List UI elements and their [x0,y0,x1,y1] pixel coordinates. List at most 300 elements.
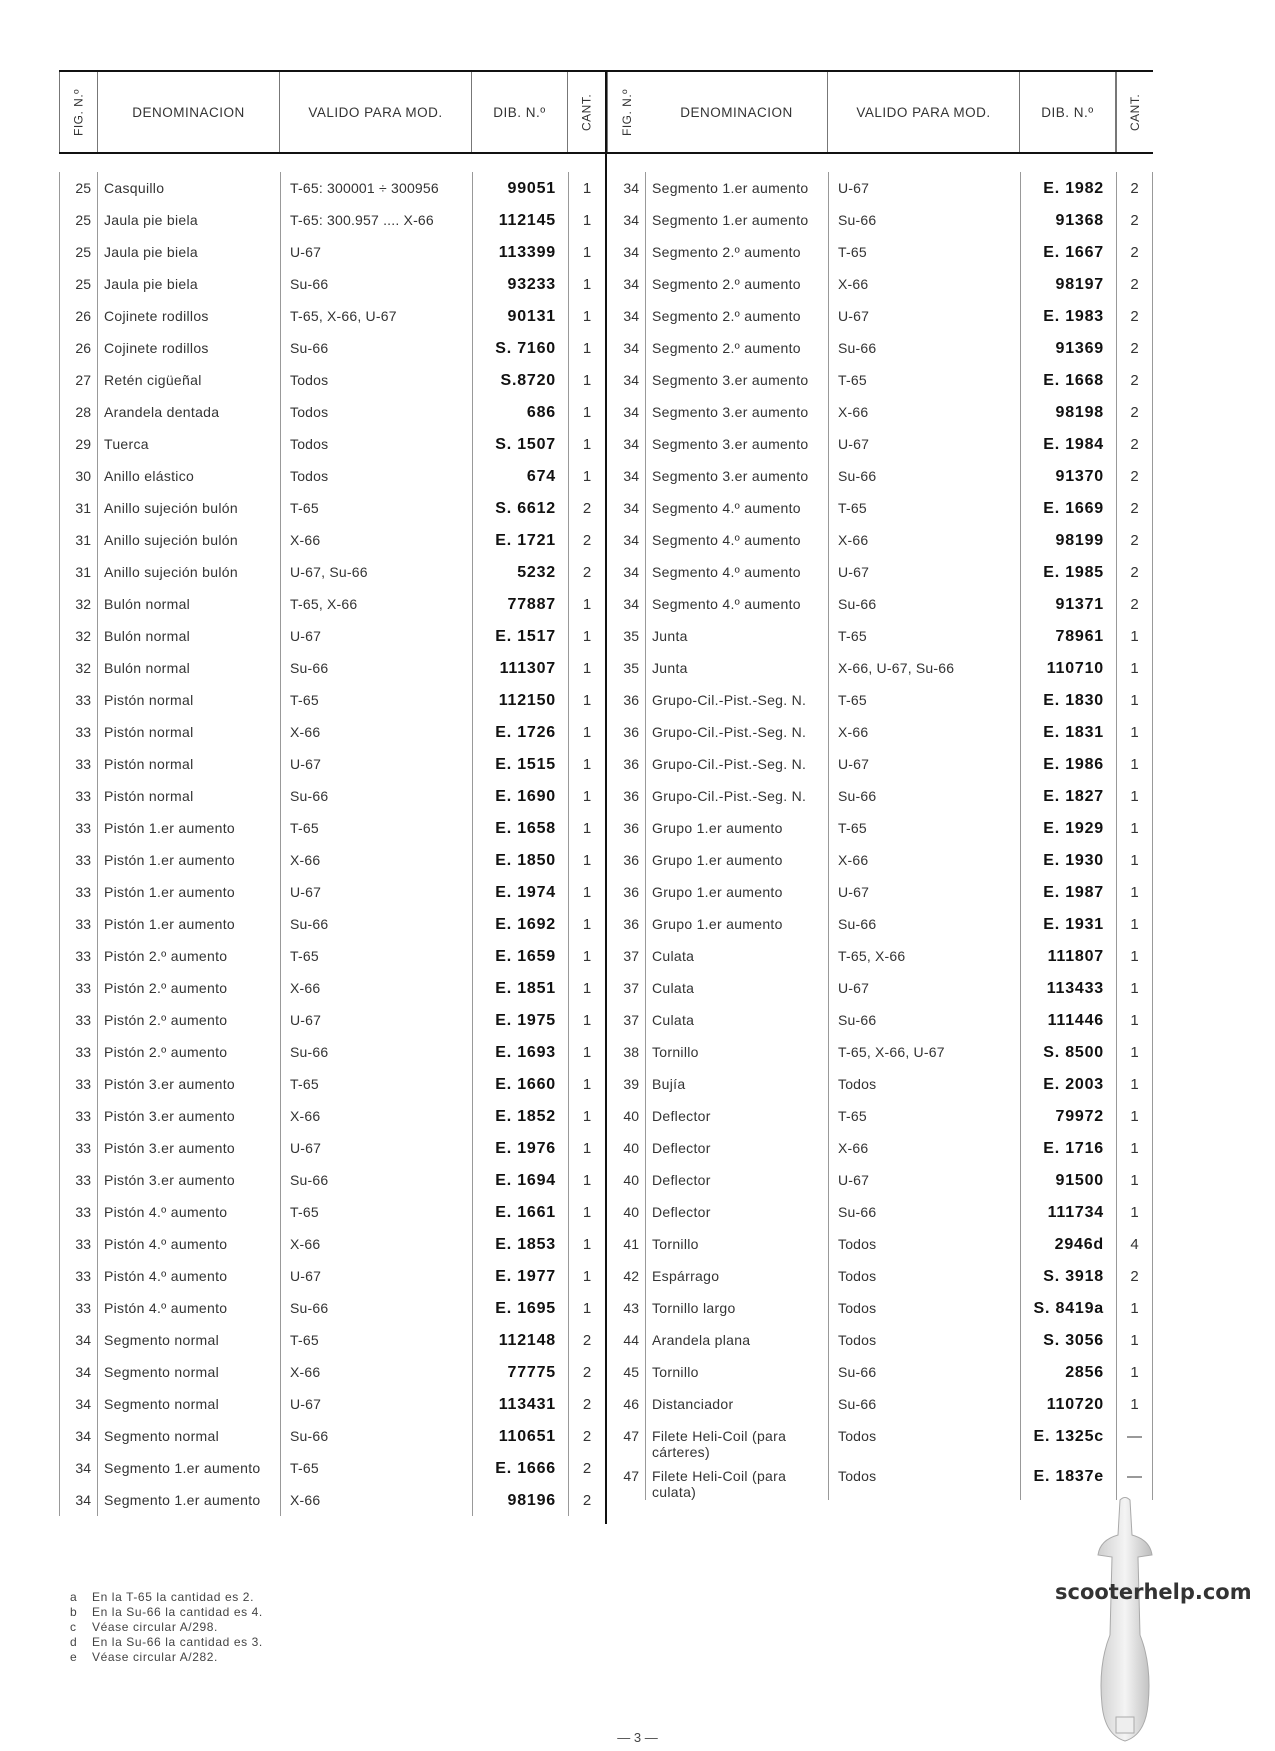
cant-cell: 1 [1116,1068,1153,1100]
fig-cell: 40 [607,1196,646,1228]
valido-cell: T-65 [280,1196,472,1228]
table-row [59,300,605,332]
table-row [59,1228,605,1260]
fig-cell: 34 [607,364,646,396]
header-denominacion: DENOMINACION [98,72,280,152]
denominacion-cell: Filete Heli-Coil (para culata) [652,1468,787,1500]
denominacion-cell: Culata [652,1012,695,1028]
dib-cell: S. 3056 [1020,1324,1116,1356]
denominacion-cell: Tornillo largo [652,1300,736,1316]
cant-cell: 1 [568,1004,605,1036]
left-header-row [59,70,605,154]
table-row [59,1196,605,1228]
denominacion-cell: Culata [652,980,695,996]
denominacion-cell: Tornillo [652,1364,699,1380]
dib-cell: E. 1850 [472,844,568,876]
denominacion-cell: Pistón normal [104,756,194,772]
valido-cell: Su-66 [280,780,472,812]
cant-cell: 1 [568,940,605,972]
table-row [607,1100,1153,1132]
table-row [607,556,1153,588]
dib-cell: E. 1985 [1020,556,1116,588]
cant-cell: 2 [1116,588,1153,620]
cant-cell: 2 [568,1324,605,1356]
denominacion-cell: Segmento 4.º aumento [652,532,801,548]
denominacion-cell: Pistón 2.º aumento [104,948,228,964]
dib-cell: E. 1667 [1020,236,1116,268]
table-row [59,428,605,460]
denominacion-cell: Segmento 2.º aumento [652,276,801,292]
denominacion-cell: Deflector [652,1172,711,1188]
fig-cell: 36 [607,812,646,844]
table-row [607,588,1153,620]
dib-cell: E. 1931 [1020,908,1116,940]
dib-cell: E. 1984 [1020,428,1116,460]
fig-cell: 36 [607,748,646,780]
fig-cell: 34 [59,1356,98,1388]
fig-cell: 26 [59,332,98,364]
fig-cell: 33 [59,908,98,940]
denominacion-cell: Grupo-Cil.-Pist.-Seg. N. [652,692,807,708]
fig-cell: 34 [607,236,646,268]
dib-cell: 91368 [1020,204,1116,236]
table-row [59,1036,605,1068]
fig-cell: 40 [607,1100,646,1132]
fig-cell: 31 [59,524,98,556]
valido-cell: T-65: 300.957 .... X-66 [280,204,472,236]
dib-cell: E. 1726 [472,716,568,748]
table-row [59,268,605,300]
valido-cell: U-67 [280,748,472,780]
footnote [70,1605,263,1620]
fig-cell: 34 [607,492,646,524]
cant-cell: 1 [1116,1292,1153,1324]
valido-cell: T-65, X-66 [828,940,1020,972]
table-row [607,652,1153,684]
valido-cell: X-66 [828,396,1020,428]
fig-cell: 34 [59,1324,98,1356]
table-row [607,844,1153,876]
fig-cell: 47 [607,1460,646,1500]
dib-cell: E. 1716 [1020,1132,1116,1164]
denominacion-cell: Anillo sujeción bulón [104,500,238,516]
valido-cell: X-66 [280,1484,472,1516]
table-row [607,396,1153,428]
table-row [607,1324,1153,1356]
valido-cell: T-65 [828,812,1020,844]
table-row [607,1196,1153,1228]
valido-cell: T-65 [280,1324,472,1356]
fig-cell: 41 [607,1228,646,1260]
dib-cell: E. 1658 [472,812,568,844]
denominacion-cell: Segmento 4.º aumento [652,500,801,516]
cant-cell: 1 [1116,1356,1153,1388]
denominacion-cell: Pistón 3.er aumento [104,1140,235,1156]
fig-cell: 34 [607,332,646,364]
dib-cell: 113433 [1020,972,1116,1004]
table-row [607,492,1153,524]
cant-cell: 1 [1116,1388,1153,1420]
cant-cell: 1 [1116,908,1153,940]
valido-cell: Su-66 [828,1356,1020,1388]
cant-cell: 1 [1116,684,1153,716]
dib-cell: 91369 [1020,332,1116,364]
cant-cell: 2 [1116,556,1153,588]
valido-cell: T-65 [828,236,1020,268]
valido-cell: Su-66 [280,1164,472,1196]
table-row [59,876,605,908]
brand-watermark: scooterhelp.com [1055,1580,1252,1604]
denominacion-cell: Casquillo [104,180,165,196]
denominacion-cell: Segmento 2.º aumento [652,308,801,324]
cant-cell: 2 [568,492,605,524]
footnote-key: b [70,1605,78,1619]
denominacion-cell: Cojinete rodillos [104,308,209,324]
table-row [59,1356,605,1388]
dib-cell: E. 1515 [472,748,568,780]
valido-cell: X-66 [280,844,472,876]
valido-cell: U-67 [280,1388,472,1420]
fig-cell: 25 [59,268,98,300]
denominacion-cell: Pistón 4.º aumento [104,1236,228,1252]
table-row [59,332,605,364]
dib-cell: 112150 [472,684,568,716]
valido-cell: T-65 [828,684,1020,716]
denominacion-cell: Grupo 1.er aumento [652,820,783,836]
valido-cell: T-65, X-66, U-67 [828,1036,1020,1068]
fig-cell: 31 [59,556,98,588]
cant-cell: 1 [1116,1100,1153,1132]
dib-cell: E. 1975 [472,1004,568,1036]
denominacion-cell: Segmento 3.er aumento [652,468,809,484]
header-cant: CANT. [1116,72,1153,152]
dib-cell: E. 1987 [1020,876,1116,908]
fig-cell: 40 [607,1164,646,1196]
table-row [59,1164,605,1196]
footnote-text: En la Su-66 la cantidad es 3. [92,1635,263,1649]
dib-cell: E. 1983 [1020,300,1116,332]
denominacion-cell: Tornillo [652,1236,699,1252]
table-row [607,812,1153,844]
valido-cell: T-65 [280,492,472,524]
table-row [59,1260,605,1292]
cant-cell: 2 [568,1484,605,1516]
cant-cell: 1 [568,588,605,620]
fig-cell: 25 [59,236,98,268]
dib-cell: 78961 [1020,620,1116,652]
denominacion-cell: Pistón 1.er aumento [104,852,235,868]
cant-cell: 1 [1116,876,1153,908]
footnote [70,1635,263,1650]
denominacion-cell: Pistón 1.er aumento [104,916,235,932]
dib-cell: 91370 [1020,460,1116,492]
table-row [607,940,1153,972]
valido-cell: U-67 [828,876,1020,908]
header-cant: CANT. [579,93,594,131]
dib-cell: E. 1977 [472,1260,568,1292]
cant-cell: 1 [568,1196,605,1228]
fig-cell: 32 [59,620,98,652]
cant-cell: 1 [568,396,605,428]
valido-cell: T-65 [280,1452,472,1484]
footnote-text: Véase circular A/282. [92,1650,218,1664]
fig-cell: 34 [59,1484,98,1516]
denominacion-cell: Grupo 1.er aumento [652,884,783,900]
fig-cell: 36 [607,684,646,716]
fig-cell: 33 [59,1132,98,1164]
table-row [607,1036,1153,1068]
fig-cell: 34 [607,172,646,204]
table-row [607,1132,1153,1164]
denominacion-cell: Pistón 4.º aumento [104,1268,228,1284]
dib-cell: E. 1853 [472,1228,568,1260]
valido-cell: U-67 [828,300,1020,332]
denominacion-cell: Pistón 3.er aumento [104,1076,235,1092]
fig-cell: 36 [607,716,646,748]
cant-cell: 1 [568,1036,605,1068]
cant-cell: 2 [1116,236,1153,268]
table-row [59,1388,605,1420]
dib-cell: E. 1929 [1020,812,1116,844]
valido-cell: Todos [828,1260,1020,1292]
valido-cell: U-67 [280,876,472,908]
table-row [59,1324,605,1356]
denominacion-cell: Deflector [652,1108,711,1124]
denominacion-cell: Segmento normal [104,1428,220,1444]
dib-cell: E. 1982 [1020,172,1116,204]
denominacion-cell: Pistón 1.er aumento [104,884,235,900]
valido-cell: Su-66 [828,1004,1020,1036]
dib-cell: E. 1669 [1020,492,1116,524]
fig-cell: 33 [59,780,98,812]
valido-cell: Su-66 [280,908,472,940]
valido-cell: Todos [828,1228,1020,1260]
table-row [59,1452,605,1484]
table-row [607,204,1153,236]
valido-cell: T-65 [280,940,472,972]
table-row [59,716,605,748]
denominacion-cell: Segmento 2.º aumento [652,244,801,260]
denominacion-cell: Segmento 1.er aumento [104,1460,261,1476]
fig-cell: 35 [607,620,646,652]
dib-cell: E. 1695 [472,1292,568,1324]
denominacion-cell: Segmento 4.º aumento [652,564,801,580]
valido-cell: Todos [280,364,472,396]
valido-cell: T-65 [280,1068,472,1100]
denominacion-cell: Grupo 1.er aumento [652,916,783,932]
dib-cell: S.8720 [472,364,568,396]
cant-cell: 2 [568,1388,605,1420]
valido-cell: X-66 [828,1132,1020,1164]
table-row [59,780,605,812]
cant-cell: 1 [568,1164,605,1196]
valido-cell: X-66 [828,844,1020,876]
valido-cell: X-66 [280,972,472,1004]
dib-cell: E. 1517 [472,620,568,652]
denominacion-cell: Pistón normal [104,788,194,804]
denominacion-cell: Grupo-Cil.-Pist.-Seg. N. [652,756,807,772]
table-row [607,1164,1153,1196]
cant-cell: — [1116,1460,1153,1500]
table-row [607,1388,1153,1420]
valido-cell: Su-66 [828,1196,1020,1228]
table-row [59,556,605,588]
fig-cell: 36 [607,908,646,940]
dib-cell: 98198 [1020,396,1116,428]
denominacion-cell: Cojinete rodillos [104,340,209,356]
cant-cell: 2 [1116,460,1153,492]
denominacion-cell: Segmento 1.er aumento [652,180,809,196]
denominacion-cell: Retén cigüeñal [104,372,202,388]
fig-cell: 34 [607,428,646,460]
denominacion-cell: Anillo sujeción bulón [104,564,238,580]
fig-cell: 33 [59,1260,98,1292]
dib-cell: 99051 [472,172,568,204]
dib-cell: 91371 [1020,588,1116,620]
denominacion-cell: Pistón 4.º aumento [104,1204,228,1220]
left-table-body [59,154,605,1524]
cant-cell: 1 [568,1228,605,1260]
cant-cell: 1 [568,748,605,780]
dib-cell: S. 7160 [472,332,568,364]
cant-cell: 1 [568,300,605,332]
valido-cell: T-65, X-66 [280,588,472,620]
dib-cell: 98197 [1020,268,1116,300]
denominacion-cell: Espárrago [652,1268,720,1284]
footnote [70,1590,263,1605]
valido-cell: Su-66 [280,652,472,684]
dib-cell: E. 1690 [472,780,568,812]
denominacion-cell: Grupo-Cil.-Pist.-Seg. N. [652,724,807,740]
table-row [607,460,1153,492]
cant-cell: 1 [1116,1132,1153,1164]
denominacion-cell: Tuerca [104,436,149,452]
table-row [607,1460,1153,1500]
dib-cell: 5232 [472,556,568,588]
table-row [59,972,605,1004]
valido-cell: T-65, X-66, U-67 [280,300,472,332]
cant-cell: 1 [568,460,605,492]
dib-cell: E. 1721 [472,524,568,556]
fig-cell: 29 [59,428,98,460]
valido-cell: U-67 [828,748,1020,780]
cant-cell: 1 [568,268,605,300]
fig-cell: 33 [59,1196,98,1228]
valido-cell: U-67 [280,1260,472,1292]
fig-cell: 25 [59,172,98,204]
dib-cell: 686 [472,396,568,428]
valido-cell: Su-66 [828,588,1020,620]
fig-cell: 34 [607,588,646,620]
valido-cell: Todos [828,1068,1020,1100]
table-row [607,524,1153,556]
fig-cell: 46 [607,1388,646,1420]
denominacion-cell: Pistón 3.er aumento [104,1108,235,1124]
valido-cell: U-67 [280,236,472,268]
denominacion-cell: Segmento 3.er aumento [652,372,809,388]
dib-cell: S. 8419a [1020,1292,1116,1324]
valido-cell: Su-66 [280,332,472,364]
cant-cell: 1 [1116,620,1153,652]
cant-cell: 1 [1116,1036,1153,1068]
denominacion-cell: Pistón 2.º aumento [104,1044,228,1060]
header-valido: VALIDO PARA MOD. [280,72,472,152]
dib-cell: E. 1830 [1020,684,1116,716]
fig-cell: 33 [59,940,98,972]
fig-cell: 34 [607,268,646,300]
dib-cell: E. 1852 [472,1100,568,1132]
footnote-text: En la Su-66 la cantidad es 4. [92,1605,263,1619]
valido-cell: X-66 [828,716,1020,748]
footnote-text: Véase circular A/298. [92,1620,218,1634]
dib-cell: E. 2003 [1020,1068,1116,1100]
denominacion-cell: Pistón 2.º aumento [104,980,228,996]
table-row [607,1292,1153,1324]
right-table-body [607,154,1153,1524]
denominacion-cell: Arandela dentada [104,404,220,420]
footnotes [70,1590,263,1665]
dib-cell: 674 [472,460,568,492]
valido-cell: Todos [280,396,472,428]
valido-cell: U-67 [280,1132,472,1164]
valido-cell: Su-66 [828,460,1020,492]
cant-cell: 1 [568,172,605,204]
table-row [59,940,605,972]
dib-cell: E. 1976 [472,1132,568,1164]
footnote [70,1650,263,1665]
cant-cell: 1 [1116,1004,1153,1036]
table-row [607,428,1153,460]
valido-cell: U-67 [828,972,1020,1004]
dib-cell: E. 1693 [472,1036,568,1068]
table-row [607,1356,1153,1388]
dib-cell: E. 1930 [1020,844,1116,876]
table-row [59,524,605,556]
denominacion-cell: Segmento normal [104,1364,220,1380]
denominacion-cell: Pistón 2.º aumento [104,1012,228,1028]
table-row [607,268,1153,300]
dib-cell: 91500 [1020,1164,1116,1196]
denominacion-cell: Pistón normal [104,724,194,740]
cant-cell: 1 [568,972,605,1004]
valido-cell: U-67 [280,1004,472,1036]
dib-cell: 113399 [472,236,568,268]
header-dib: DIB. N.º [1020,72,1116,152]
dib-cell: 112148 [472,1324,568,1356]
dib-cell: 111734 [1020,1196,1116,1228]
fig-cell: 34 [607,556,646,588]
table-row [59,396,605,428]
cant-cell: 1 [1116,812,1153,844]
table-row [59,1100,605,1132]
fig-cell: 45 [607,1356,646,1388]
right-half [607,70,1153,1524]
table-row [607,1260,1153,1292]
fig-cell: 33 [59,812,98,844]
valido-cell: X-66 [828,268,1020,300]
dib-cell: E. 1827 [1020,780,1116,812]
dib-cell: E. 1974 [472,876,568,908]
table-row [607,172,1153,204]
cant-cell: 1 [568,428,605,460]
fig-cell: 33 [59,1164,98,1196]
fig-cell: 28 [59,396,98,428]
cant-cell: 1 [568,684,605,716]
cant-cell: 1 [568,1100,605,1132]
cant-cell: 4 [1116,1228,1153,1260]
cant-cell: 2 [1116,396,1153,428]
cant-cell: 2 [1116,172,1153,204]
